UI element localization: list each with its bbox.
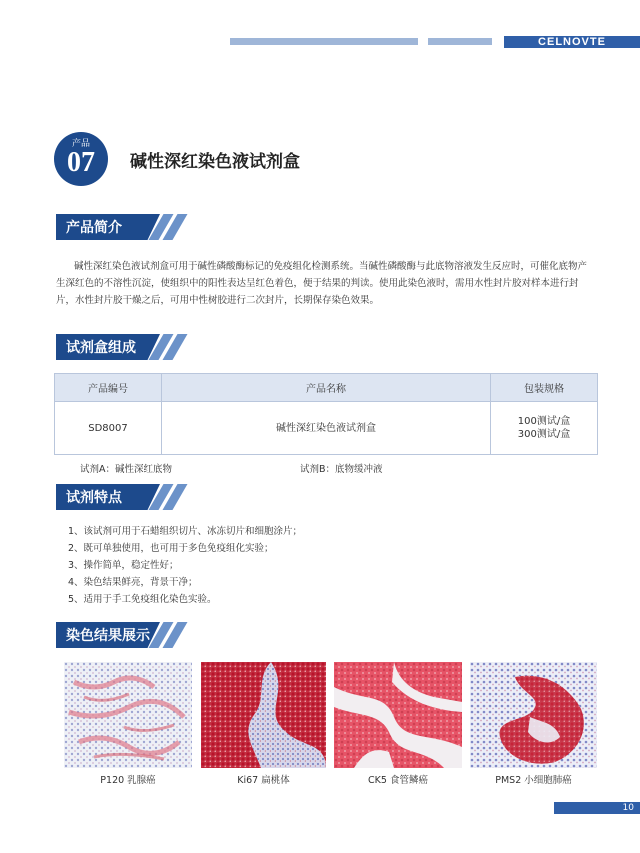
brand-text: CELNOVTE	[538, 36, 606, 48]
table-row	[55, 402, 598, 455]
header-pack: 包装规格	[491, 374, 598, 402]
cell-pack-2: 300测试/盒	[517, 429, 571, 440]
stain-image-ki67	[201, 662, 326, 768]
page-number: 10	[622, 803, 634, 813]
list-item: 2、既可单独使用，也可用于多色免疫组化实验；	[68, 543, 274, 554]
header-code: 产品编号	[55, 374, 162, 402]
section-header-features	[56, 484, 176, 510]
caption-ki67: Ki67 扁桃体	[237, 775, 290, 786]
list-item: 1、该试剂可用于石蜡组织切片、冰冻切片和细胞涂片；	[68, 526, 303, 537]
product-badge	[54, 132, 108, 186]
product-label: 产品	[71, 139, 90, 149]
brand-logo	[504, 36, 640, 48]
page-number-bar	[554, 802, 640, 814]
list-item: 3、操作简单，稳定性好；	[68, 560, 179, 571]
section-title-results: 染色结果展示	[66, 628, 150, 644]
features-list	[68, 523, 302, 608]
stain-image-p120	[64, 662, 192, 768]
section-title-intro: 产品简介	[66, 220, 122, 236]
section-header-kit	[56, 334, 176, 360]
stain-image-pms2	[470, 662, 597, 768]
caption-pms2: PMS2 小细胞肺癌	[495, 775, 572, 786]
section-title-features: 试剂特点	[66, 490, 122, 506]
product-number: 07	[67, 147, 95, 178]
caption-p120: P120 乳腺癌	[100, 775, 156, 786]
caption-ck5: CK5 食管鳞癌	[368, 775, 428, 786]
reagent-a: 试剂A：碱性深红底物	[80, 464, 172, 475]
cell-pack-1: 100测试/盒	[517, 416, 571, 427]
reagent-b: 试剂B：底物缓冲液	[300, 464, 383, 475]
section-title-kit: 试剂盒组成	[66, 340, 136, 356]
intro-paragraph: 碱性深红染色液试剂盒可用于碱性磷酸酶标记的免疫组化检测系统。当碱性磷酸酶与此底物溶液发生反应时，可催化底物产生深红色的不溶性沉淀，使组织中的阳性表达呈红色着色，便于结果的判读。使用此染色液时，需用水性封片胶对样本进行封片，水性封片胶干燥之后，可用中性树胶进行二次封片，长期保存染色效果。	[56, 261, 588, 306]
cell-pack	[491, 402, 598, 455]
header-decor-bar-1	[230, 38, 418, 45]
table-header-row	[55, 374, 598, 402]
list-item: 4、染色结果鲜亮，背景干净；	[68, 577, 198, 588]
header-decor-bar-2	[428, 38, 492, 45]
list-item: 5、适用于手工免疫组化染色实验。	[68, 594, 217, 605]
stain-image-ck5	[334, 662, 462, 768]
kit-table	[54, 373, 598, 455]
section-header-intro	[56, 214, 176, 240]
product-title: 碱性深红染色液试剂盒	[130, 152, 300, 172]
cell-name: 碱性深红染色液试剂盒	[162, 402, 491, 455]
section-header-results	[56, 622, 176, 648]
header-name: 产品名称	[162, 374, 491, 402]
cell-code: SD8007	[55, 402, 162, 455]
